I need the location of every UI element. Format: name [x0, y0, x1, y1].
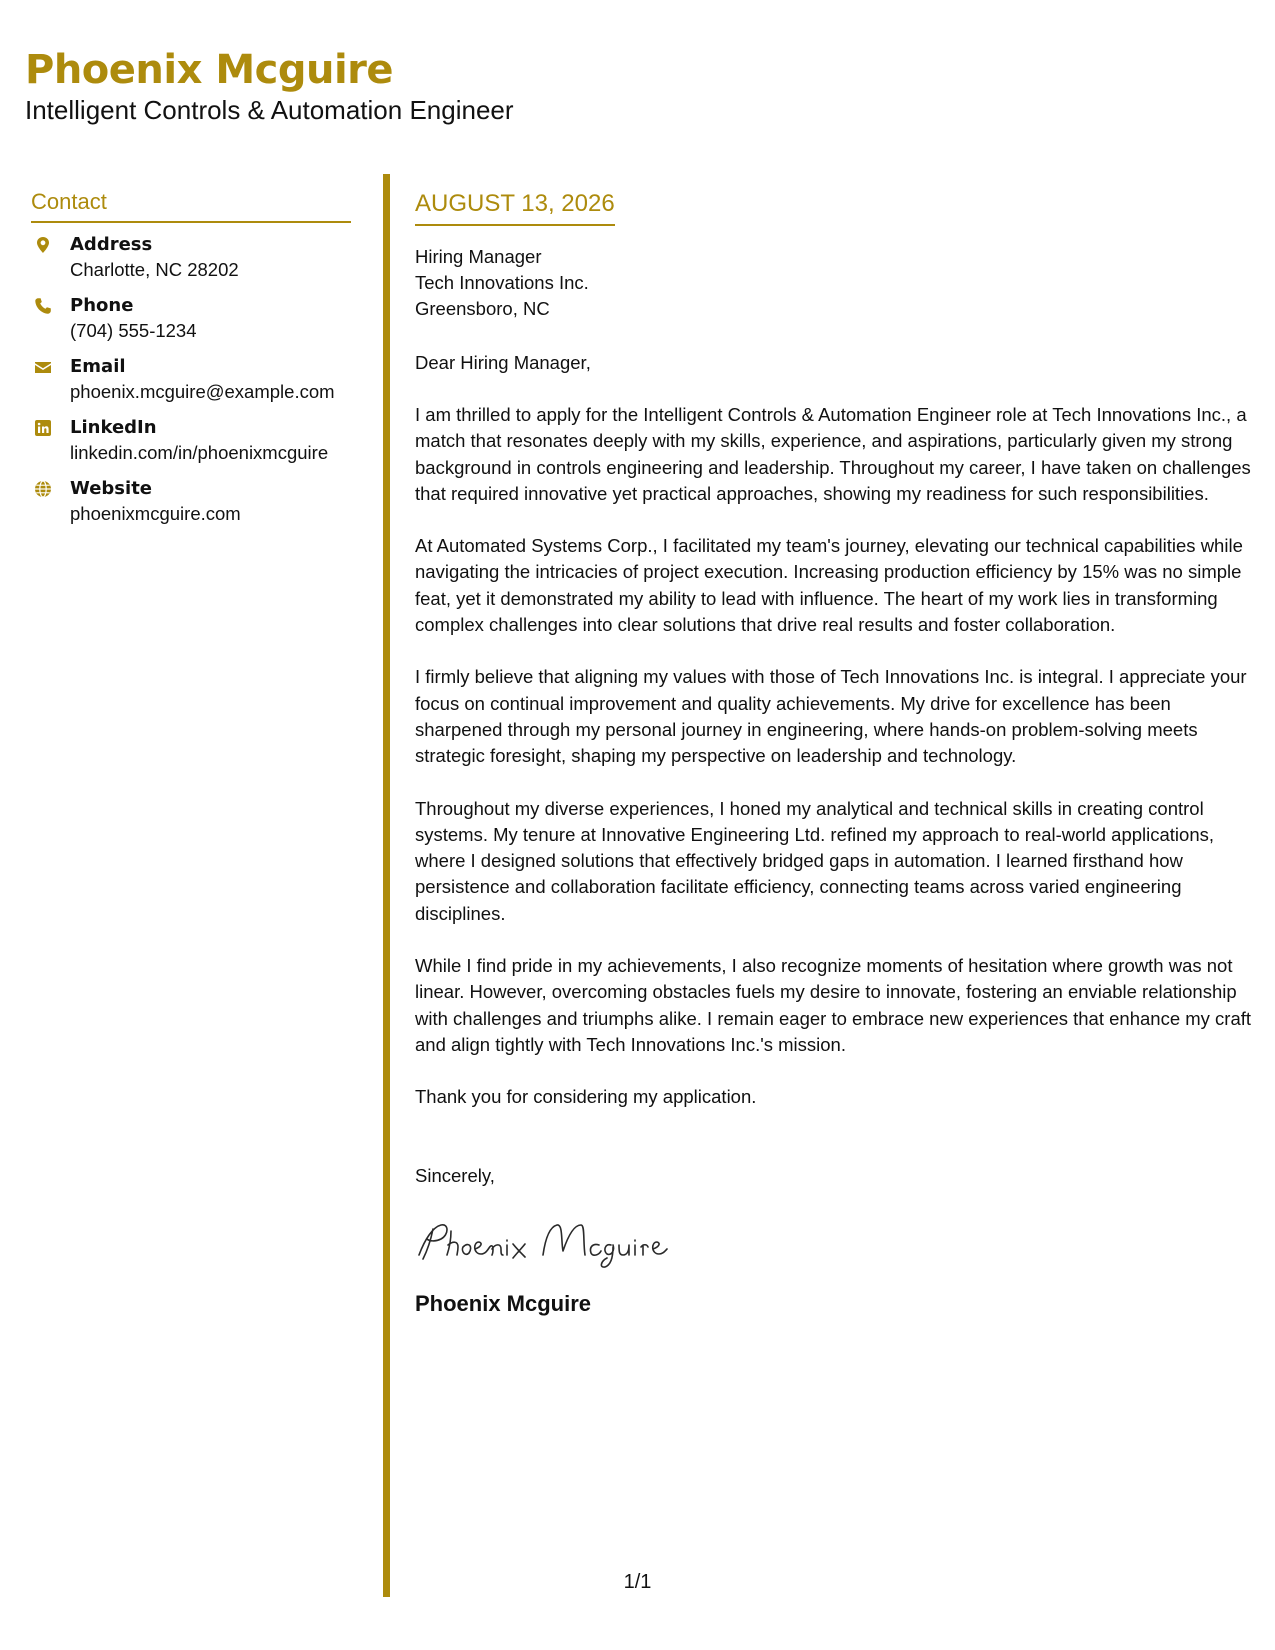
- linkedin-icon: [34, 419, 52, 437]
- contact-website: [31, 477, 351, 526]
- closing: Sincerely,: [415, 1164, 495, 1186]
- contact-address: [31, 233, 351, 282]
- contact-address-value: Charlotte, NC 28202: [70, 259, 239, 280]
- contact-phone-value: (704) 555-1234: [70, 320, 197, 341]
- column-divider: [383, 174, 390, 1597]
- contact-email: [31, 355, 351, 404]
- letter-date: AUGUST 13, 2026: [415, 188, 615, 226]
- handwritten-signature: [415, 1211, 695, 1271]
- contact-website-label: Website: [70, 478, 153, 499]
- contact-address-label: Address: [70, 234, 153, 255]
- recipient-title: Hiring Manager: [415, 246, 542, 267]
- contact-phone: [31, 294, 351, 343]
- letter-paragraph: I firmly believe that aligning my values with those of Tech Innovations Inc. is integral. I appreciate your focus on continual improvement and quality achievements. My drive for excellence has been sharpened through my personal journey in engineering, where hands-on problem-solving meets strategic foresight, shaping my perspective on leadership and technology.: [415, 666, 1247, 767]
- letter-paragraph: While I find pride in my achievements, I also recognize moments of hesitation where growth was not linear. However, overcoming obstacles fuels my desire to innovate, fostering an enviable relationship with challenges and triumphs alike. I remain eager to embrace new experiences that enhance my craft and align tightly with Tech Innovations Inc.'s mission.: [415, 955, 1252, 1055]
- contact-sidebar: [31, 186, 351, 538]
- contact-email-value[interactable]: phoenix.mcguire@example.com: [70, 381, 335, 402]
- envelope-icon: [34, 358, 52, 376]
- letter-paragraph: Throughout my diverse experiences, I honed my analytical and technical skills in creating control systems. My tenure at Innovative Engineering Ltd. refined my approach to real-world applications, where I designed solutions that effectively bridged gaps in automation. I learned firsthand how persistence and collaboration facilitate efficiency, connecting teams across varied engineering disciplines.: [415, 797, 1214, 924]
- applicant-name: Phoenix Mcguire: [25, 47, 394, 93]
- contact-list: [31, 233, 351, 526]
- contact-linkedin: [31, 416, 351, 465]
- letter-body: [415, 188, 1255, 1319]
- map-marker-icon: [34, 236, 52, 254]
- contact-linkedin-value[interactable]: linkedin.com/in/phoenixmcguire: [70, 442, 329, 463]
- contact-phone-label: Phone: [70, 295, 134, 316]
- recipient-company: Tech Innovations Inc.: [415, 272, 589, 293]
- recipient-location: Greensboro, NC: [415, 298, 550, 319]
- salutation: Dear Hiring Manager,: [415, 352, 591, 373]
- applicant-job-title: Intelligent Controls & Automation Engineer: [25, 95, 514, 125]
- letter-paragraph: I am thrilled to apply for the Intelligent Controls & Automation Engineer role at Tech Innovations Inc., a match that resonates deeply with my skills, experience, and aspirations, particularly given my strong background in controls engineering and leadership. Throughout my career, I have taken on challenges that required innovative yet practical approaches, showing my readiness for such responsibilities.: [415, 404, 1251, 504]
- page-number: 1/1: [623, 1571, 652, 1593]
- contact-section-title: Contact: [31, 186, 351, 223]
- resume-header: [25, 46, 514, 126]
- phone-icon: [34, 297, 52, 315]
- contact-linkedin-label: LinkedIn: [70, 417, 157, 438]
- contact-email-label: Email: [70, 356, 126, 377]
- letter-paragraph: At Automated Systems Corp., I facilitated my team's journey, elevating our technical capabilities while navigating the intricacies of project execution. Increasing production efficiency by 15% was no simple feat, yet it demonstrated my ability to lead with influence. The heart of my work lies in transforming complex challenges into clear solutions that drive real results and foster collaboration.: [415, 535, 1243, 636]
- signer-name: Phoenix Mcguire: [415, 1290, 592, 1316]
- contact-website-value[interactable]: phoenixmcguire.com: [70, 503, 241, 524]
- globe-icon: [34, 480, 52, 498]
- letter-paragraph: Thank you for considering my application.: [415, 1086, 757, 1108]
- recipient-block: [415, 244, 1255, 322]
